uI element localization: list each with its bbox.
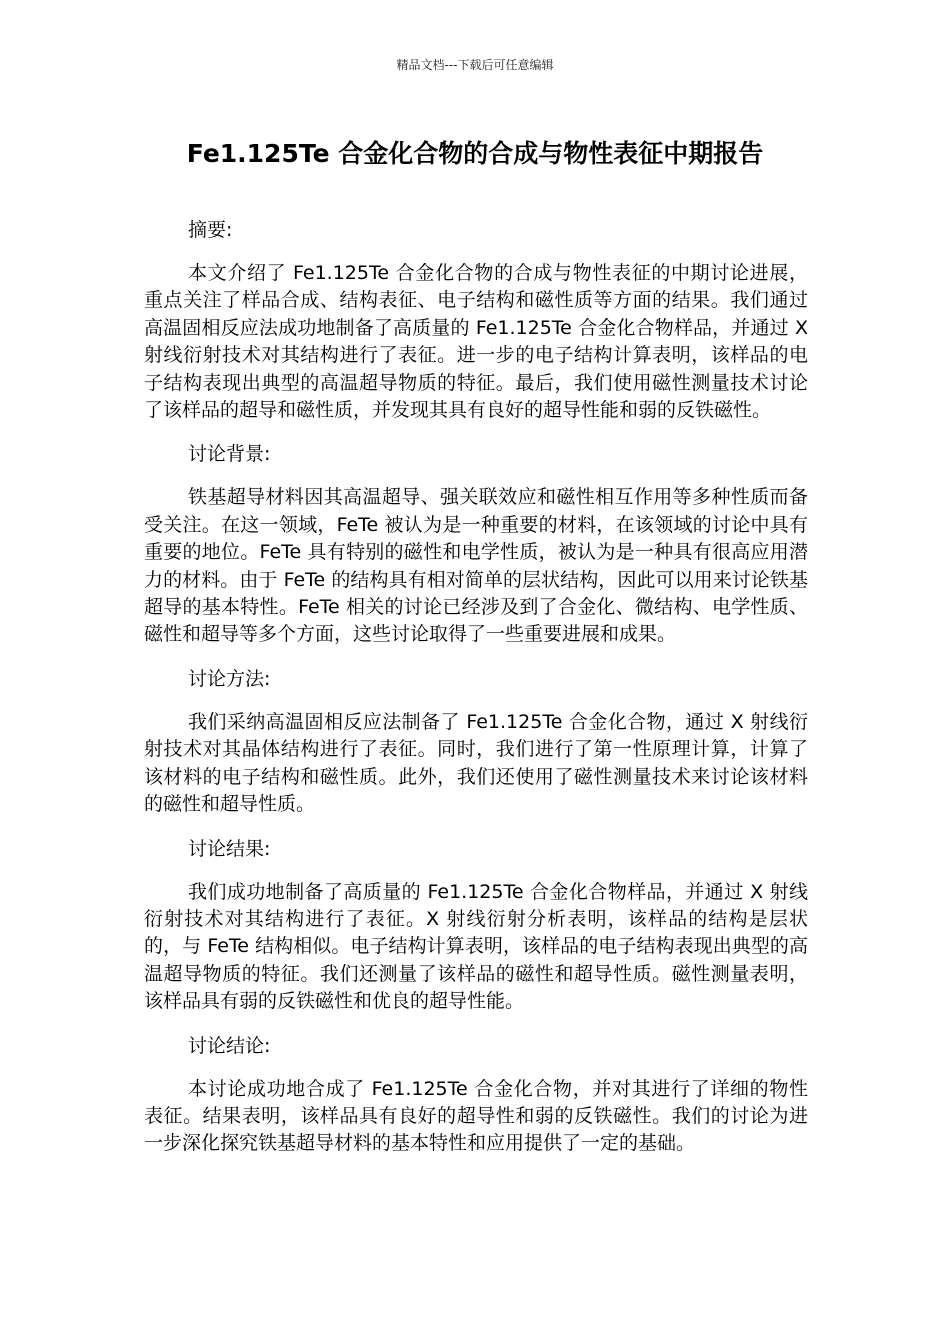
- section-heading: 讨论方法:: [188, 667, 271, 690]
- document-title: Fe1.125Te 合金化合物的合成与物性表征中期报告: [186, 139, 764, 168]
- section-paragraph: 铁基超导材料因其高温超导、强关联效应和磁性相互作用等多种性质而备受关注。在这一领域，FeTe 被认为是一种重要的材料，在该领域的讨论中具有重要的地位。FeTe 具有特别的磁性和电学性质，被认为是一种具有很高应用潜力的材料。由于 FeTe 的结构具有相对简单的层状结构，因此可以用来讨论铁基超导的基本特性。FeTe 相关的讨论已经涉及到了合金化、微结构、电学性质、磁性和超导等多个方面，这些讨论取得了一些重要进展和成果。: [144, 486, 808, 646]
- section-paragraph: 本讨论成功地合成了 Fe1.125Te 合金化合物，并对其进行了详细的物性表征。结果表明，该样品具有良好的超导性和弱的反铁磁性。我们的讨论为进一步深化探究铁基超导材料的基本特性和应用提供了一定的基础。: [144, 1077, 808, 1155]
- section-paragraph: 我们成功地制备了高质量的 Fe1.125Te 合金化合物样品，并通过 X 射线衍射技术对其结构进行了表征。X 射线衍射分析表明，该样品的结构是层状的，与 FeTe 结构相似。电子结构计算表明，该样品的电子结构表现出典型的高温超导物质的特征。我们还测量了该样品的磁性和超导性质。磁性测量表明，该样品具有弱的反铁磁性和优良的超导性能。: [144, 880, 808, 1013]
- document-body: [144, 216, 808, 1174]
- section-background: [144, 440, 808, 648]
- section-heading: 讨论结论:: [188, 1034, 271, 1057]
- section-heading: 摘要:: [188, 219, 233, 241]
- section-conclusion: [144, 1032, 808, 1158]
- section-heading: 讨论背景:: [188, 443, 271, 466]
- section-paragraph: 我们采纳高温固相反应法制备了 Fe1.125Te 合金化合物，通过 X 射线衍射技术对其晶体结构进行了表征。同时，我们进行了第一性原理计算，计算了该材料的电子结构和磁性质。此外，我们还使用了磁性测量技术来讨论该材料的磁性和超导性质。: [144, 710, 808, 816]
- header-note: 精品文档---下载后可任意编辑: [396, 58, 554, 72]
- section-abstract: [144, 216, 808, 424]
- section-paragraph: 本文介绍了 Fe1.125Te 合金化合物的合成与物性表征的中期讨论进展，重点关注了样品合成、结构表征、电子结构和磁性质等方面的结果。我们通过高温固相反应法成功地制备了高质量的 Fe1.125Te 合金化合物样品，并通过 X 射线衍射技术对其结构进行了表征。进一步的电子结构计算表明，该样品的电子结构表现出典型的高温超导物质的特征。最后，我们使用磁性测量技术讨论了该样品的超导和磁性质，并发现其具有良好的超导性能和弱的反铁磁性。: [144, 262, 808, 422]
- section-heading: 讨论结果:: [188, 837, 271, 860]
- section-results: [144, 835, 808, 1016]
- section-methods: [144, 665, 808, 819]
